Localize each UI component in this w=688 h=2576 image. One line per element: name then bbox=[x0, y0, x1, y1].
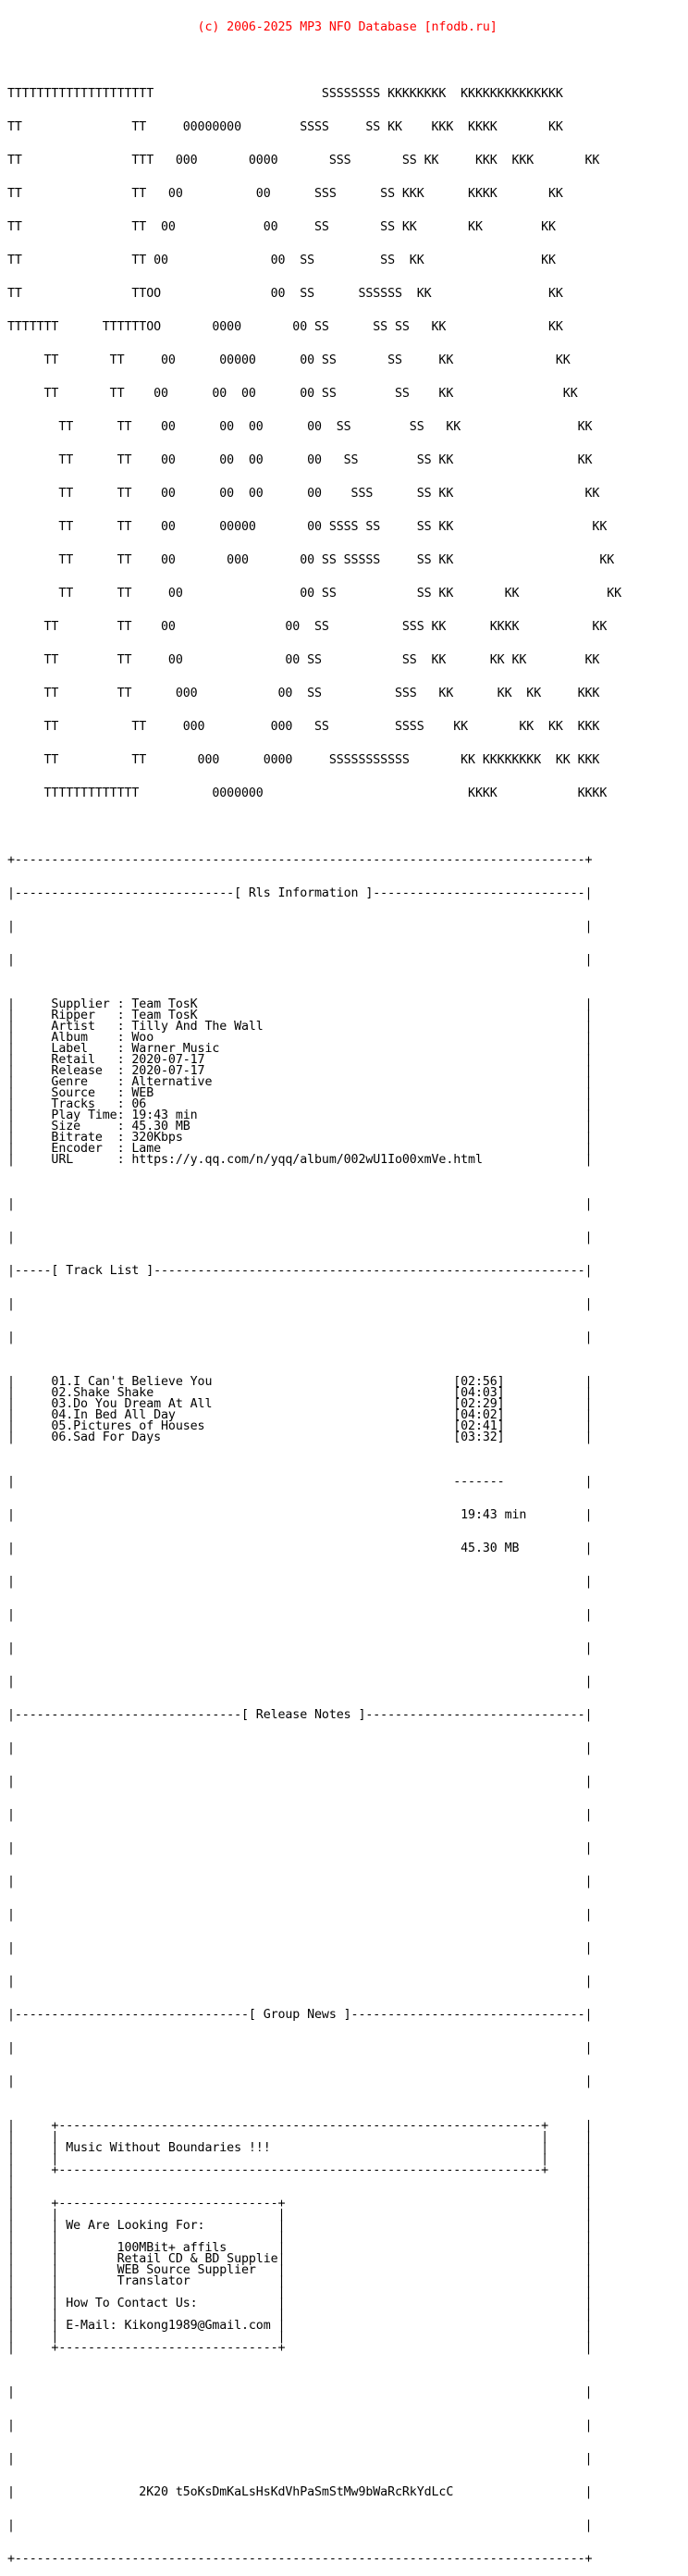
looking-for-item: | | Retail CD & BD Supplie| | bbox=[7, 2252, 593, 2266]
ascii-logo-line: TT TTOO 00 SS SSSSSS KK KK bbox=[7, 287, 563, 301]
release-info-row: | URL : https://y.qq.com/n/yqq/album/002wU1Io00xmVe.html | bbox=[7, 1153, 593, 1167]
news-box-line: | | | | bbox=[7, 2152, 593, 2166]
looking-for-item: | | Translator | | bbox=[7, 2274, 593, 2288]
news-box-border: | +------------------------------------------------------------------+ | bbox=[7, 2163, 593, 2177]
footer-code: | 2K20 t5oKsDmKaLsHsKdVhPaSmStMw9bWaRcRkYdLcC | bbox=[7, 2485, 593, 2499]
ascii-logo-line: TT TT 000 0000 SSSSSSSSSSS KK KKKKKKKK KK KKK bbox=[7, 753, 600, 767]
frame-line: | | bbox=[7, 1641, 593, 1655]
ascii-logo bbox=[7, 67, 621, 822]
ascii-logo-line: TT TT 00000000 SSSS SS KK KKK KKKK KK bbox=[7, 120, 563, 134]
contact-email: | | E-Mail: Kikong1989@Gmail.com | | bbox=[7, 2319, 593, 2333]
ascii-logo-line: TT TT 00 00 SS SS KK KK KK bbox=[7, 587, 622, 601]
ascii-logo-line: TT TT 00 00 00 00 SSS SS KK KK bbox=[7, 487, 600, 501]
recruit-box-line: | | | | bbox=[7, 2330, 593, 2344]
release-info-row: | Encoder : Lame | bbox=[7, 1142, 593, 1156]
frame-line: | | bbox=[7, 1575, 593, 1589]
release-info-row: | Size : 45.30 MB | bbox=[7, 1120, 593, 1133]
release-info-row: | Release : 2020-07-17 | bbox=[7, 1064, 593, 1078]
ascii-logo-line: TTTTTTTTTTTTTTTTTTTT SSSSSSSS KKKKKKKK KKKKKKKKKKKKKK bbox=[7, 87, 563, 101]
release-info-row: | Retail : 2020-07-17 | bbox=[7, 1053, 593, 1067]
frame-line: | | bbox=[7, 2419, 593, 2433]
recruit-box-line: | | | | bbox=[7, 2285, 593, 2299]
release-info-row: | Ripper : Team TosK | bbox=[7, 1009, 593, 1022]
recruit-box-line: | | | | bbox=[7, 2308, 593, 2322]
top-border: +------------------------------------------------------------------------------+ bbox=[7, 853, 593, 867]
track-total-separator: | ------- | bbox=[7, 1475, 593, 1489]
frame-line: | | bbox=[7, 953, 593, 967]
track-row: | 05.Pictures of Houses [02:41] | bbox=[7, 1419, 593, 1433]
frame-line: | | bbox=[7, 1675, 593, 1689]
nfo-document bbox=[7, 0, 621, 2576]
frame-line: | | bbox=[7, 1608, 593, 1622]
frame-line: | | bbox=[7, 2041, 593, 2055]
release-info-row: | Bitrate : 320Kbps | bbox=[7, 1131, 593, 1145]
ascii-logo-line: TT TT 00 00 SS SS KK KK KK bbox=[7, 220, 556, 234]
news-box-border: | +------------------------------------------------------------------+ | bbox=[7, 2119, 593, 2133]
frame-line: | | bbox=[7, 1197, 593, 1211]
frame-line: | | bbox=[7, 2385, 593, 2399]
release-notes-header: |-------------------------------[ Release Notes ]------------------------------| bbox=[7, 1708, 593, 1722]
ascii-logo-line: TT TT 00 00 00 00 SS SS KK KK bbox=[7, 420, 593, 434]
bottom-border: +------------------------------------------------------------------------------+ bbox=[7, 2552, 593, 2566]
frame-line: | | bbox=[7, 2186, 593, 2199]
ascii-logo-line: TTTTTTTTTTTTT 0000000 KKKK KKKK bbox=[7, 786, 608, 800]
ascii-logo-line: TT TT 00 00 SS SSS KK KKKK KK bbox=[7, 620, 608, 634]
track-total-time: | 19:43 min | bbox=[7, 1508, 593, 1522]
group-news bbox=[7, 2121, 621, 2354]
news-box-line: | | | | bbox=[7, 2130, 593, 2144]
ascii-logo-line: TT TT 00 00 00 00 SS SS KK KK bbox=[7, 453, 593, 467]
track-list-header: |-----[ Track List ]-----------------------------------------------------------| bbox=[7, 1264, 593, 1278]
release-info-row: | Artist : Tilly And The Wall | bbox=[7, 1020, 593, 1034]
track-row: | 01.I Can't Believe You [02:56] | bbox=[7, 1375, 593, 1389]
group-news-header: |--------------------------------[ Group News ]--------------------------------| bbox=[7, 2008, 593, 2022]
ascii-logo-line: TT TT 00 00 SS SS KK KK bbox=[7, 254, 556, 267]
recruit-box-border: | +------------------------------+ | bbox=[7, 2341, 593, 2355]
ascii-logo-line: TT TT 000 000 SS SSSS KK KK KK KKK bbox=[7, 720, 600, 734]
track-list bbox=[7, 1377, 621, 1443]
frame-line: | | bbox=[7, 1875, 593, 1889]
ascii-logo-line: TT TT 00 00000 00 SSSS SS SS KK KK bbox=[7, 520, 608, 534]
frame-line: | | bbox=[7, 1741, 593, 1755]
frame-line: | | bbox=[7, 2519, 593, 2533]
copyright-credit-line: (c) 2006-2025 MP3 NFO Database [nfodb.ru] bbox=[7, 20, 498, 34]
track-row: | 03.Do You Dream At All [02:29] | bbox=[7, 1397, 593, 1411]
frame-line: | | bbox=[7, 1841, 593, 1855]
frame-line: | | bbox=[7, 1231, 593, 1245]
ascii-logo-line: TT TT 00 00 SS SS KK KK KK KK bbox=[7, 653, 600, 667]
ascii-logo-line: TT TT 00 00 00 00 SS SS KK KK bbox=[7, 387, 578, 401]
looking-for-heading: | | We Are Looking For: | | bbox=[7, 2219, 593, 2233]
ascii-logo-line: TT TTT 000 0000 SSS SS KK KKK KKK KK bbox=[7, 154, 600, 167]
looking-for-item: | | WEB Source Supplier | | bbox=[7, 2263, 593, 2277]
frame-line: | | bbox=[7, 2174, 593, 2188]
track-total-size: | 45.30 MB | bbox=[7, 1542, 593, 1555]
release-info-row: | Tracks : 06 | bbox=[7, 1097, 593, 1111]
recruit-box-border: | +------------------------------+ | bbox=[7, 2197, 593, 2211]
frame-line: | | bbox=[7, 1808, 593, 1822]
ascii-logo-line: TT TT 00 00000 00 SS SS KK KK bbox=[7, 353, 571, 367]
release-info-row: | Album : Woo | bbox=[7, 1031, 593, 1045]
frame-line: | | bbox=[7, 1775, 593, 1789]
ascii-logo-line: TT TT 00 00 SSS SS KKK KKKK KK bbox=[7, 187, 563, 201]
frame-line: | | bbox=[7, 1908, 593, 1922]
release-info-row: | Supplier : Team TosK | bbox=[7, 997, 593, 1011]
frame-line: | | bbox=[7, 920, 593, 934]
frame-line: | | bbox=[7, 1941, 593, 1955]
ascii-logo-line: TT TT 00 000 00 SS SSSSS SS KK KK bbox=[7, 553, 615, 567]
frame-line: | | bbox=[7, 1331, 593, 1344]
ascii-logo-line: TT TT 000 00 SS SSS KK KK KK KKK bbox=[7, 687, 600, 700]
release-info-row: | Play Time: 19:43 min | bbox=[7, 1108, 593, 1122]
track-row: | 06.Sad For Days [03:32] | bbox=[7, 1430, 593, 1444]
frame-line: | | bbox=[7, 1297, 593, 1311]
track-row: | 04.In Bed All Day [04:02] | bbox=[7, 1408, 593, 1422]
release-info bbox=[7, 999, 621, 1166]
contact-heading: | | How To Contact Us: | | bbox=[7, 2297, 593, 2310]
frame-line: | | bbox=[7, 2074, 593, 2088]
ascii-logo-line: TTTTTTT TTTTTTOO 0000 00 SS SS SS KK KK bbox=[7, 320, 563, 334]
frame-line: | | bbox=[7, 2452, 593, 2466]
release-info-row: | Label : Warner Music | bbox=[7, 1042, 593, 1056]
frame-line: | | bbox=[7, 1975, 593, 1988]
news-slogan: | | Music Without Boundaries !!! | | bbox=[7, 2141, 593, 2155]
track-row: | 02.Shake Shake [04:03] | bbox=[7, 1386, 593, 1400]
recruit-box-line: | | | | bbox=[7, 2208, 593, 2222]
recruit-box-line: | | | | bbox=[7, 2230, 593, 2244]
looking-for-item: | | 100MBit+ affils | | bbox=[7, 2241, 593, 2255]
release-info-row: | Source : WEB | bbox=[7, 1086, 593, 1100]
rls-info-header: |------------------------------[ Rls Information ]-----------------------------| bbox=[7, 886, 593, 900]
release-info-row: | Genre : Alternative | bbox=[7, 1075, 593, 1089]
